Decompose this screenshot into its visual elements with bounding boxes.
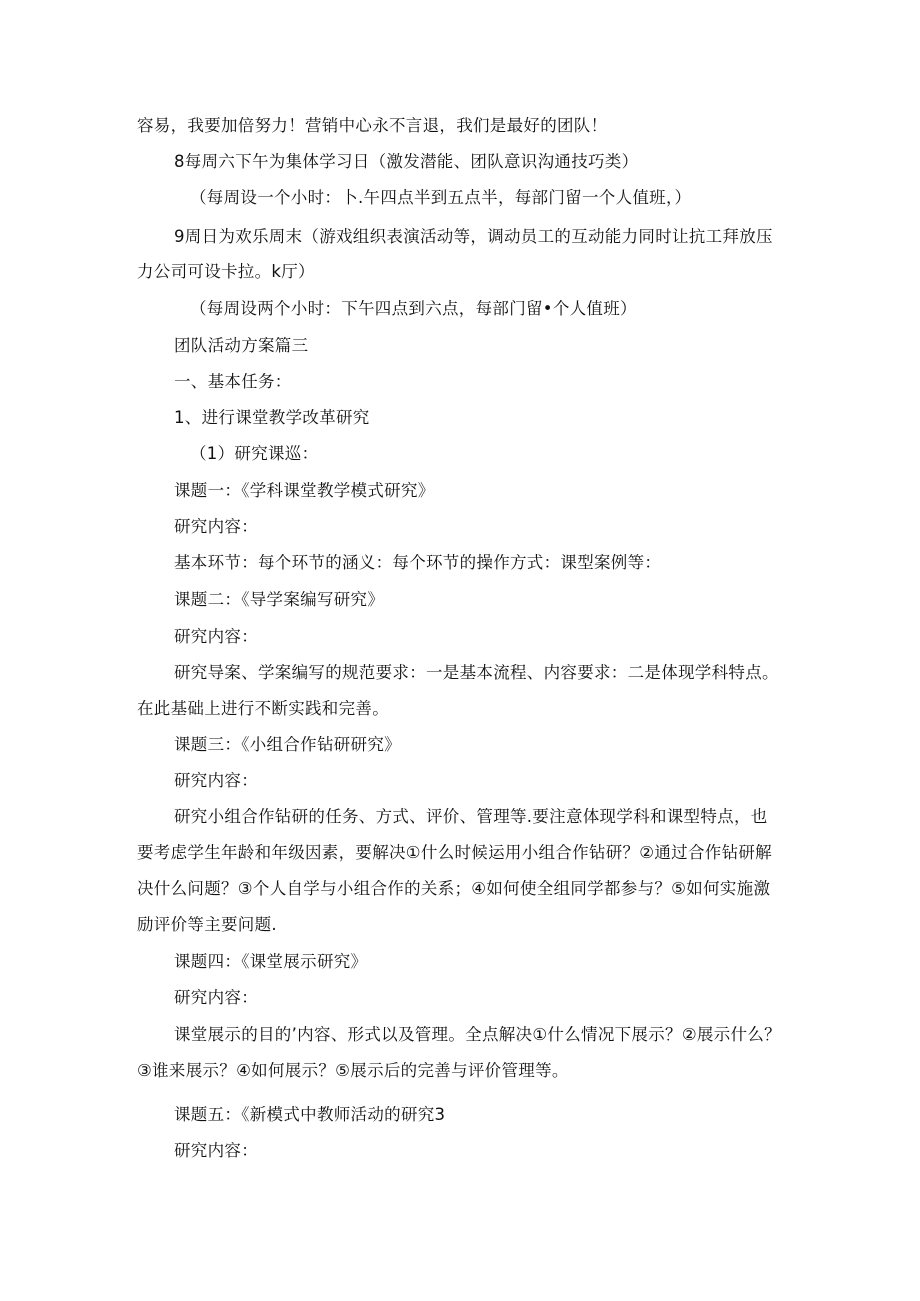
topic-title: 课题一：《学科课堂教学模式研究》 [174, 481, 435, 500]
topic-title: 课题三：《小组合作钻研研究》 [174, 735, 401, 754]
body-text-line: （每周设两个小时：下午四点到六点，每部门留•个人值班） [190, 299, 637, 318]
research-content-label: 研究内容： [174, 988, 258, 1007]
topic-title: 课题五：《新模式中教师活动的研究3 [174, 1105, 446, 1124]
body-text-line: 8每周六下午为集体学习日（激发潜能、团队意识沟通技巧类） [174, 152, 639, 171]
research-content-label: 研究内容： [174, 517, 258, 536]
body-text-line: 容易，我要加倍努力！营销中心永不言退，我们是最好的团队！ [137, 116, 608, 135]
list-item-heading: 1、进行课堂教学改革研究 [174, 408, 370, 427]
body-text-line: 研究小组合作钻研的任务、方式、评价、管理等.要注意体现学科和课型特点，也 [174, 807, 768, 826]
topic-title: 课题二：《导学案编写研究》 [174, 590, 385, 609]
body-text-line: 研究导案、学案编写的规范要求：一是基本流程、内容要求：二是体现学科特点。 [174, 663, 779, 682]
body-text-line: 基本环节：每个环节的涵义：每个环节的操作方式：课型案例等： [174, 553, 662, 572]
body-text-line: ③谁来展示？④如何展示？⑤展示后的完善与评价管理等。 [137, 1061, 569, 1080]
body-text-line: 力公司可设卡拉。k厅） [137, 262, 315, 281]
section-heading: 团队活动方案篇三 [174, 336, 309, 355]
research-content-label: 研究内容： [174, 627, 258, 646]
body-text-line: （每周设一个小时：卜.午四点半到五点半，每部门留一个人值班，） [190, 188, 692, 207]
body-text-line: 励评价等主要问题. [137, 915, 277, 934]
subsection-heading: 一、基本任务： [174, 372, 292, 391]
body-text-line: 在此基础上进行不断实践和完善。 [137, 699, 389, 718]
body-text-line: 课堂展示的目的’内容、形式以及管理。全点解决①什么情况下展示？②展示什么？ [174, 1025, 781, 1044]
research-content-label: 研究内容： [174, 1141, 258, 1160]
body-text-line: 要考虑学生年龄和年级因素，要解决①什么时候运用小组合作钻研？②通过合作钻研解 [137, 843, 772, 862]
research-content-label: 研究内容： [174, 771, 258, 790]
topic-title: 课题四：《课堂展示研究》 [174, 952, 368, 971]
sub-list-item: （1）研究课巡： [190, 444, 319, 463]
body-text-line: 9周日为欢乐周末（游戏组织表演活动等，调动员工的互动能力同时让抗工拜放压 [174, 227, 773, 246]
body-text-line: 决什么问题？③个人自学与小组合作的关系；④如何使全组同学都参与？⑤如何实施激 [137, 879, 771, 898]
